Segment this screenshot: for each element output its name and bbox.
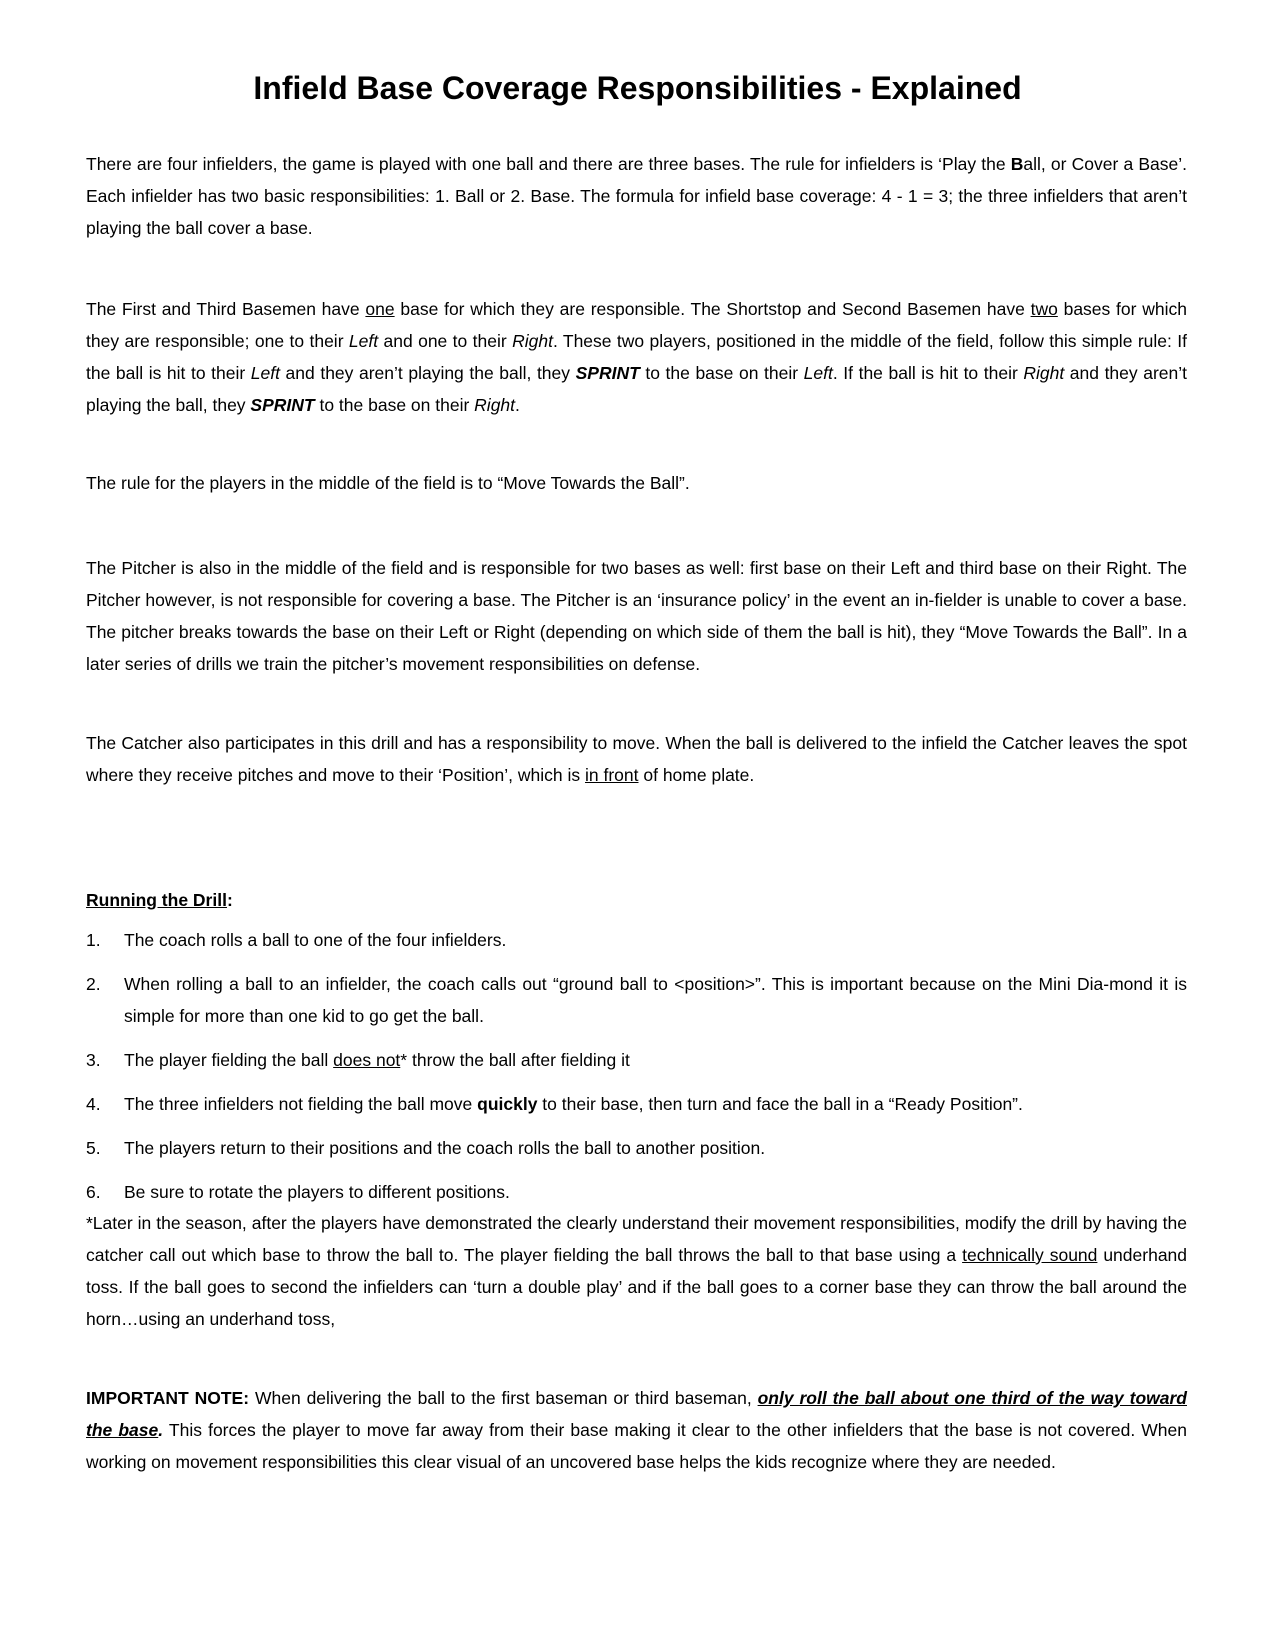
list-text: The coach rolls a ball to one of the four infielders.	[124, 930, 507, 950]
text-run: There are four infielders, the game is played with one ball and there are three bases. The rule for infielders is ‘Play the	[86, 154, 1011, 174]
bold-italic-word: SPRINT	[250, 395, 315, 415]
list-text: to their base, then turn and face the ball in a “Ready Position”.	[537, 1094, 1023, 1114]
text-run: and they aren’t playing the ball, they	[86, 363, 1187, 415]
underlined-word: one	[365, 299, 395, 319]
list-text: The player fielding the ball	[124, 1050, 334, 1070]
text-run: *Later in the season, after the players have demonstrated the clearly understand their movement responsibilities, modify the drill by having the catcher call out which base to throw the ball to. The player fielding the ball throws the ball to that base using a	[86, 1213, 1187, 1265]
list-item	[86, 924, 1187, 956]
italic-word: Right	[1023, 363, 1065, 383]
basemen-paragraph	[86, 293, 1187, 421]
list-item	[86, 1132, 1187, 1164]
list-text: The players return to their positions and the coach rolls the ball to another position.	[124, 1138, 766, 1158]
text-run: The First and Third Basemen have	[86, 299, 366, 319]
list-text: When rolling a ball to an infielder, the coach calls out “ground ball to <position>”. This is important because on the Mini Dia-mond it is simple for more than one kid to go get the ball.	[124, 974, 1187, 1026]
list-item	[86, 1044, 1187, 1076]
heading-colon: :	[226, 890, 233, 910]
catcher-paragraph	[86, 727, 1187, 791]
heading-text: Running the Drill	[86, 890, 227, 910]
emphasis-period: .	[158, 1420, 164, 1440]
emphasized-phrase: only roll the ball about one third of the way toward the base	[86, 1388, 1187, 1440]
bold-word: quickly	[477, 1094, 538, 1114]
list-item	[86, 968, 1187, 1032]
list-number: 1.	[86, 930, 101, 950]
important-note-paragraph	[86, 1382, 1187, 1478]
text-run: base for which they are responsible. The Shortstop and Second Basemen have	[394, 299, 1031, 319]
text-run: all, or Cover a Base’. Each infielder has two basic responsibilities: 1. Ball or 2. Base. The formula for infield base coverage: 4 - 1 = 3; the three infielders that aren’t playing the ball cover a base.	[86, 154, 1187, 238]
drill-steps-list	[86, 924, 1187, 1220]
list-number: 4.	[86, 1094, 101, 1114]
text-run: When delivering the ball to the first baseman or third baseman,	[249, 1388, 758, 1408]
text-run: to the base on their	[639, 363, 804, 383]
page-title: Infield Base Coverage Responsibilities - Explained	[253, 70, 1022, 106]
text-run: underhand toss. If the ball goes to second the infielders can ‘turn a double play’ and if the ball goes to a corner base they can throw the ball around the horn…using an underhand toss,	[86, 1245, 1188, 1329]
underlined-word: does not	[333, 1050, 401, 1070]
bold-letter: B	[1010, 154, 1024, 174]
bold-italic-word: SPRINT	[575, 363, 640, 383]
italic-word: Left	[803, 363, 833, 383]
italic-word: Left	[348, 331, 379, 351]
list-text: The three infielders not fielding the ball move	[124, 1094, 478, 1114]
underlined-phrase: technically sound	[962, 1245, 1098, 1265]
intro-paragraph	[86, 148, 1187, 244]
list-item	[86, 1088, 1187, 1120]
text-run: . These two players, positioned in the middle of the field, follow this simple rule: If the ball is hit to their	[86, 331, 1187, 383]
list-number: 5.	[86, 1138, 101, 1158]
list-text: * throw the ball after fielding it	[400, 1050, 630, 1070]
pitcher-paragraph: The Pitcher is also in the middle of the field and is responsible for two bases as well: first base on their Left and third base on their Right. The Pitcher however, is not responsible for covering a base. The Pitcher is an ‘insurance policy’ in the event an in-fielder is unable to cover a base. The pitcher breaks towards the base on their Left or Right (depending on which side of them the ball is hit), they “Move Towards the Ball”. In a later series of drills we train the pitcher’s movement responsibilities on defense.	[86, 558, 1187, 674]
drill-heading	[86, 884, 233, 916]
list-number: 3.	[86, 1050, 101, 1070]
later-season-paragraph	[86, 1207, 1187, 1335]
note-label: IMPORTANT NOTE:	[86, 1388, 250, 1408]
list-text: Be sure to rotate the players to different positions.	[124, 1182, 510, 1202]
text-run: The Catcher also participates in this drill and has a responsibility to move. When the ball is delivered to the infield the Catcher leaves the spot where they receive pitches and move to their ‘Position’, which is	[86, 733, 1187, 785]
text-run: and they aren’t playing the ball, they	[279, 363, 576, 383]
text-run: of home plate.	[638, 765, 755, 785]
italic-word: Left	[250, 363, 280, 383]
text-run: and one to their	[378, 331, 513, 351]
text-run: This forces the player to move far away from their base making it clear to the other infielders that the base is not covered. When working on movement responsibilities this clear visual of an uncovered base helps the kids recognize where they are needed.	[86, 1420, 1187, 1472]
text-run: .	[515, 395, 520, 415]
text-run: . If the ball is hit to their	[832, 363, 1024, 383]
list-number: 6.	[86, 1182, 101, 1202]
list-item	[86, 1176, 1187, 1208]
italic-word: Right	[474, 395, 516, 415]
underlined-word: two	[1030, 299, 1058, 319]
list-number: 2.	[86, 974, 101, 994]
text-run: to the base on their	[314, 395, 475, 415]
underlined-word: in front	[585, 765, 639, 785]
text-run: bases for which they are responsible; one to their	[86, 299, 1187, 351]
italic-word: Right	[512, 331, 553, 351]
middle-rule-paragraph: The rule for the players in the middle of the field is to “Move Towards the Ball”.	[86, 473, 690, 493]
